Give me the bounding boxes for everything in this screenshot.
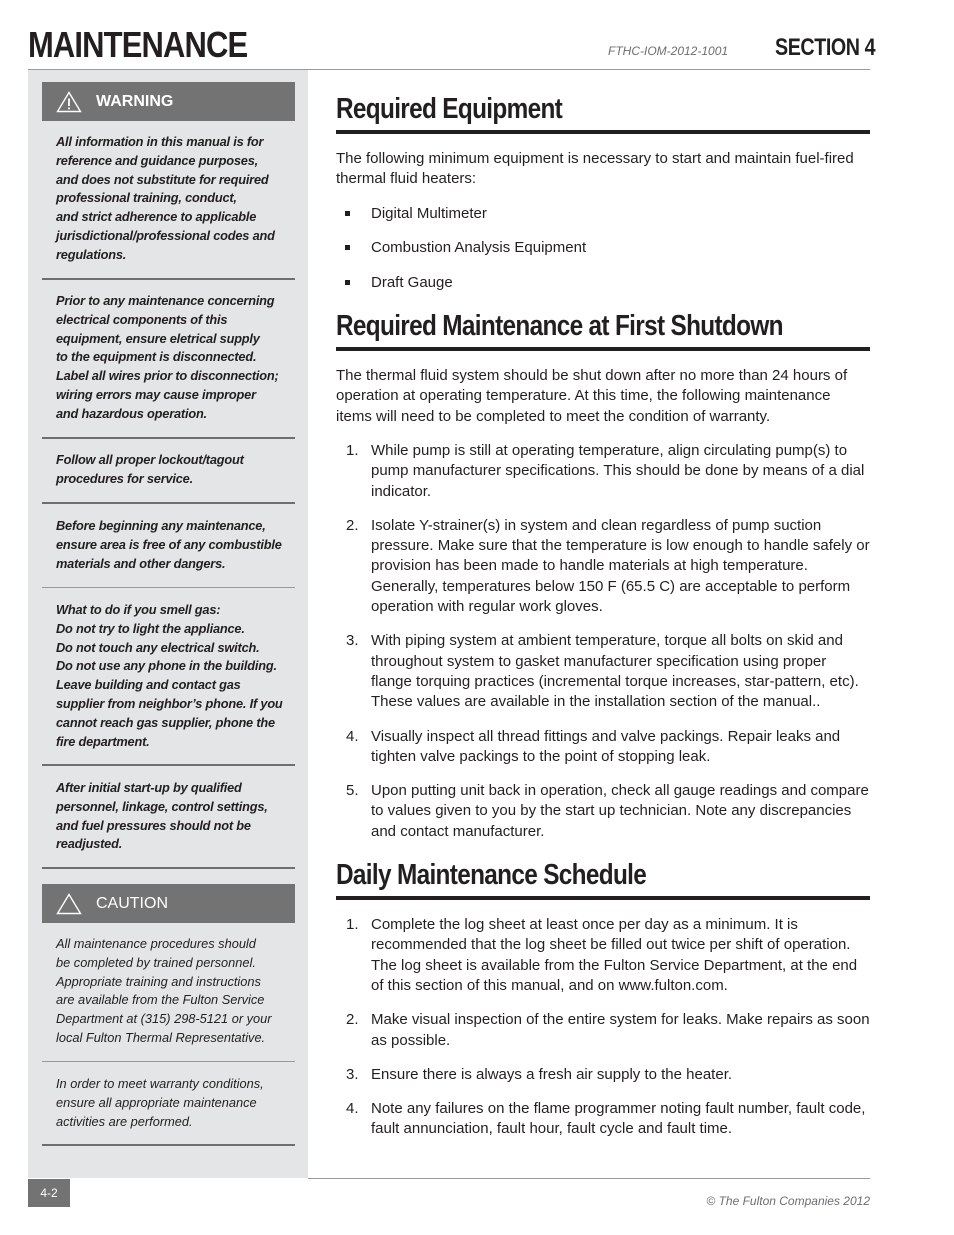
list-item: 2. Isolate Y-strainer(s) in system and clean regardless of pump suction pressure. Make sure that the temperature is low enough to handle safely or provision has been made to handle materials at high temperature. Generally, temperatures below 150 F (65.5 C) are acceptable to perform operation with regular work gloves. bbox=[346, 516, 870, 616]
sidebar-divider bbox=[42, 1061, 295, 1062]
caution-label: CAUTION bbox=[96, 894, 168, 912]
document-id: FTHC-IOM-2012-1001 bbox=[608, 44, 729, 58]
list-item: 1. While pump is still at operating temperature, align circulating pump(s) to pump manufacturer specifications. This should be done by means of a dial indicator. bbox=[346, 441, 865, 500]
sidebar-divider bbox=[42, 1144, 295, 1146]
paragraph: The thermal fluid system should be shut down after no more than 24 hours of operation at operating temperature. At this time, the following maintenance items will need to be completed to meet the condition of warranty. bbox=[336, 367, 848, 425]
caution-header bbox=[42, 884, 295, 923]
sidebar-divider bbox=[42, 867, 295, 869]
section-heading: Daily Maintenance Schedule bbox=[336, 859, 647, 892]
section-heading: Required Maintenance at First Shutdown bbox=[336, 310, 783, 343]
list-item: 1. Complete the log sheet at least once per day as a minimum. It is recommended that the log sheet be filled out twice per shift of operation. The log sheet is available from the Fulton Service Department, at the end of this section of this manual, and on www.fulton.com. bbox=[346, 916, 858, 994]
sidebar-divider bbox=[42, 278, 295, 280]
warning-block-3: Follow all proper lockout/tagout procedures for service. bbox=[56, 452, 244, 486]
main-content bbox=[336, 90, 870, 1154]
warning-header bbox=[42, 82, 295, 121]
warning-label: WARNING bbox=[96, 92, 174, 110]
page-title: MAINTENANCE bbox=[28, 24, 248, 65]
heading-rule bbox=[336, 130, 870, 134]
list-item: 3. With piping system at ambient temperature, torque all bolts on skid and throughout system to gasket manufacturer specification using proper flange torquing practices (incremental torque increases, star-pattern, etc). These values are available in the installation section of the manual.. bbox=[346, 632, 859, 711]
caution-block-1: All maintenance procedures should be completed by trained personnel. Appropriate training and instructions are available from the Fulton Service Department at (315) 298-5121 or your local Fulton Thermal Representative. bbox=[56, 936, 272, 1045]
first-shutdown-steps bbox=[336, 441, 870, 842]
sidebar-divider bbox=[42, 437, 295, 439]
heading-rule bbox=[336, 347, 870, 351]
section-heading: Required Equipment bbox=[336, 93, 563, 125]
sidebar-divider bbox=[42, 587, 295, 588]
caution-block-2: In order to meet warranty conditions, ensure all appropriate maintenance activities are performed. bbox=[56, 1076, 264, 1129]
sidebar-divider bbox=[42, 502, 295, 504]
list-item: Combustion Analysis Equipment bbox=[336, 238, 870, 258]
warning-block-1: All information in this manual is for reference and guidance purposes, and does not substitute for required professional training, conduct, and strict adherence to applicable jurisdictional/professional codes and regulations. bbox=[56, 134, 275, 262]
warning-block-2: Prior to any maintenance concerning electrical components of this equipment, ensure eletrical supply to the equipment is disconnected. Label all wires prior to disconnection; wiring errors may cause improper and hazardous operation. bbox=[56, 293, 279, 421]
list-item: Digital Multimeter bbox=[336, 204, 870, 224]
sidebar-divider bbox=[42, 764, 295, 766]
list-item: 2. Make visual inspection of the entire system for leaks. Make repairs as soon as possible. bbox=[346, 1011, 870, 1049]
warning-block-4: Before beginning any maintenance, ensure area is free of any combustible materials and other dangers. bbox=[56, 518, 282, 571]
warning-block-6: After initial start-up by qualified personnel, linkage, control settings, and fuel pressures should not be readjusted. bbox=[56, 780, 268, 852]
equipment-list bbox=[336, 204, 870, 293]
heading-rule bbox=[336, 896, 870, 900]
caution-icon bbox=[56, 893, 82, 915]
page-number: 4-2 bbox=[28, 1179, 70, 1207]
copyright: © The Fulton Companies 2012 bbox=[706, 1194, 870, 1208]
daily-steps bbox=[336, 915, 870, 1140]
footer-rule bbox=[308, 1178, 870, 1179]
section-label: SECTION 4 bbox=[775, 34, 876, 61]
paragraph: The following minimum equipment is necessary to start and maintain fuel-fired thermal fluid heaters: bbox=[336, 150, 854, 188]
list-item: Draft Gauge bbox=[336, 273, 870, 293]
warning-block-5: What to do if you smell gas: Do not try to light the appliance. Do not touch any electrical switch. Do not use any phone in the building. Leave building and contact gas supplier from neighbor’s phone. If you cannot reach gas supplier, phone the fire department. bbox=[56, 602, 283, 749]
warning-icon bbox=[56, 91, 82, 113]
list-item: 5. Upon putting unit back in operation, check all gauge readings and compare to values given to you by the start up technician. Note any discrepancies and contact manufacturer. bbox=[346, 782, 869, 840]
list-item: 4. Visually inspect all thread fittings and valve packings. Repair leaks and tighten valve packings to the point of stopping leak. bbox=[346, 727, 841, 765]
list-item: 4. Note any failures on the flame programmer noting fault number, fault code, fault annunciation, fault hour, fault cycle and fault time. bbox=[346, 1100, 866, 1138]
list-item: 3. Ensure there is always a fresh air supply to the heater. bbox=[346, 1065, 733, 1083]
